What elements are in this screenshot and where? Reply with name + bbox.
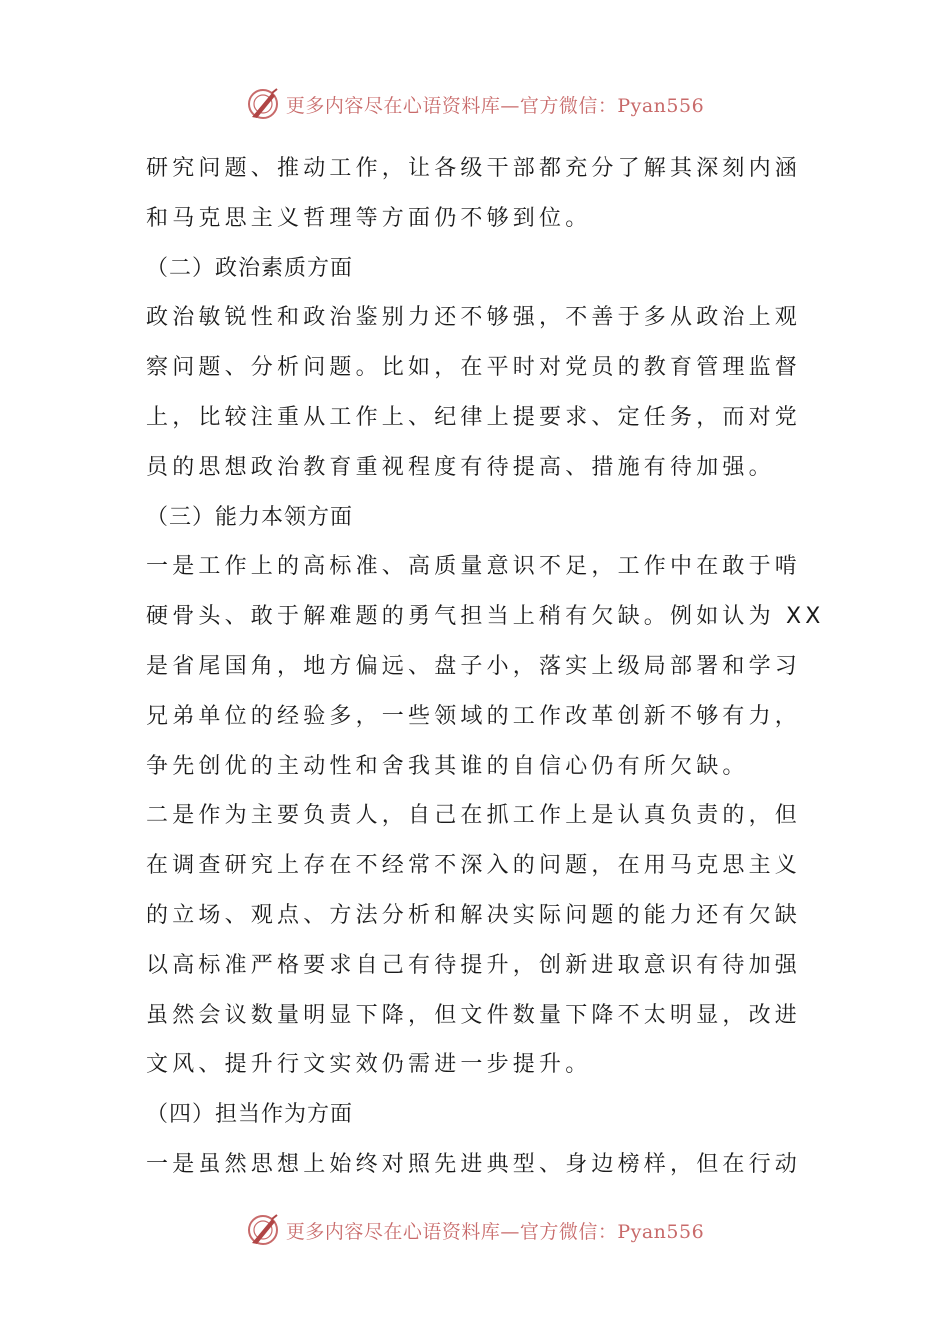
- section-heading: （三）能力本领方面: [146, 504, 354, 530]
- quill-seal-icon: [246, 87, 280, 121]
- text-line: 政治敏锐性和政治鉴别力还不够强，不善于多从政治上观: [146, 305, 802, 331]
- text-line: 争先创优的主动性和舍我其谁的自信心仍有所欠缺。: [146, 753, 749, 779]
- text-line: 是省尾国角，地方偏远、盘子小，落实上级局部署和学习: [146, 653, 802, 679]
- document-body: [146, 144, 825, 1190]
- quill-seal-icon: [246, 1213, 280, 1247]
- text-line: 和马克思主义哲理等方面仍不够到位。: [146, 205, 592, 231]
- text-line: 以高标准严格要求自己有待提升，创新进取意识有待加强: [146, 952, 802, 978]
- text-line: 研究问题、推动工作，让各级干部都充分了解其深刻内涵: [146, 156, 802, 181]
- text-line: 一是工作上的高标准、高质量意识不足，工作中在敢于啃: [146, 554, 802, 580]
- text-line: 硬骨头、敢于解难题的勇气担当上稍有欠缺。例如认为 XX: [146, 604, 825, 630]
- watermark-text: 更多内容尽在心语资料库—官方微信：Pyan556: [285, 94, 705, 117]
- text-line: 的立场、观点、方法分析和解决实际问题的能力还有欠缺: [146, 902, 802, 928]
- header-watermark: [0, 84, 950, 124]
- text-line: 虽然会议数量明显下降，但文件数量下降不太明显，改进: [146, 1002, 802, 1028]
- text-line: 一是虽然思想上始终对照先进典型、身边榜样，但在行动: [146, 1151, 802, 1177]
- watermark-text: 更多内容尽在心语资料库—官方微信：Pyan556: [285, 1220, 705, 1243]
- section-heading: （二）政治素质方面: [146, 255, 354, 281]
- text-line: 上，比较注重从工作上、纪律上提要求、定任务，而对党: [146, 404, 802, 430]
- text-line: 二是作为主要负责人，自己在抓工作上是认真负责的，但: [146, 803, 802, 829]
- section-heading: （四）担当作为方面: [146, 1102, 354, 1128]
- text-line: 察问题、分析问题。比如，在平时对党员的教育管理监督: [146, 355, 802, 381]
- text-line: 在调查研究上存在不经常不深入的问题，在用马克思主义: [146, 853, 802, 879]
- text-line: 文风、提升行文实效仍需进一步提升。: [146, 1052, 592, 1078]
- text-line: 兄弟单位的经验多，一些领域的工作改革创新不够有力，: [146, 703, 802, 729]
- text-line: 员的思想政治教育重视程度有待提高、措施有待加强。: [146, 454, 775, 480]
- footer-watermark: [0, 1210, 950, 1250]
